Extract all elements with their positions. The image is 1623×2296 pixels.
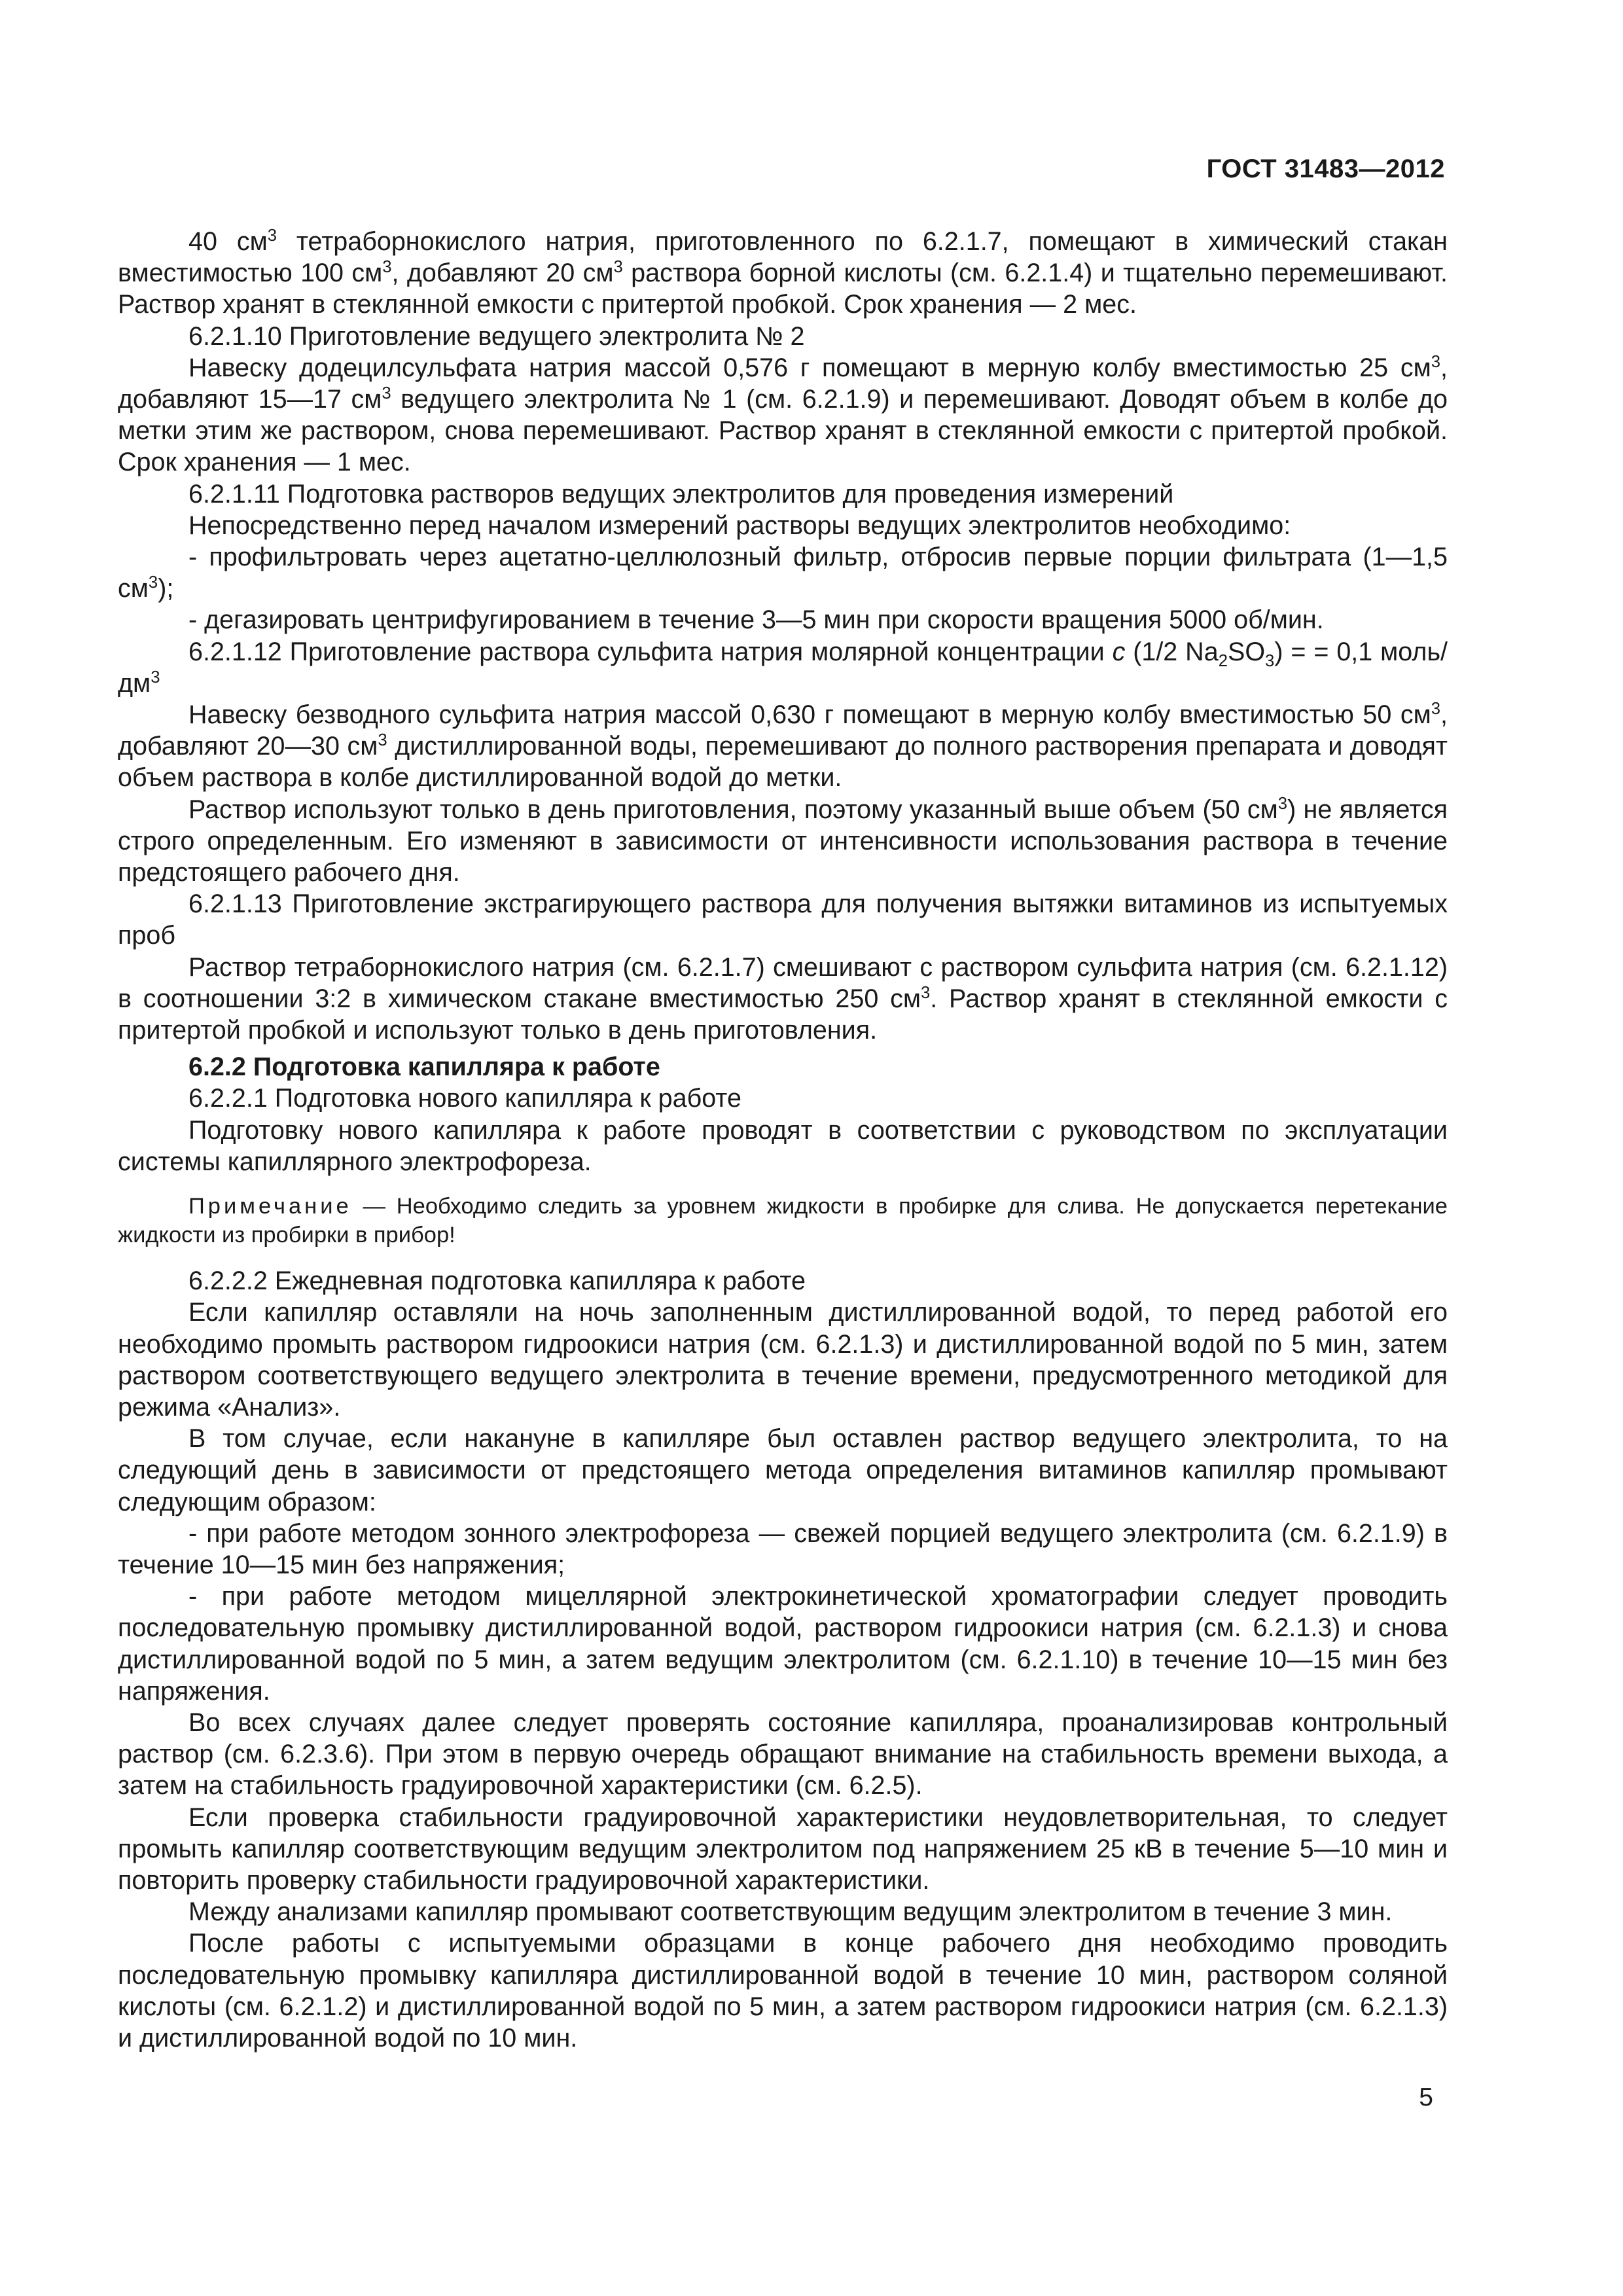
text-paragraph xyxy=(118,1707,1448,1802)
text-run: 3 xyxy=(613,258,623,277)
text-run: ); xyxy=(158,574,174,603)
text-run: (1/2 Na xyxy=(1125,637,1219,666)
text-run: 3 xyxy=(148,573,158,592)
page-number: 5 xyxy=(1419,2083,1433,2111)
text-run: . Раствор хранят в стеклянной емкости с притертой пробкой и используют только в день приготовления. xyxy=(118,984,1448,1045)
text-run: 3 xyxy=(382,384,391,403)
text-run: - при работе методом мицеллярной электрокинетической хроматографии следует проводить последовательную промывку дистиллированной водой, раствором гидроокиси натрия (см. 6.2.1.3) и снова дистиллированной водой по 5 мин, а затем ведущим электролитом (см. 6.2.1.10) в течение 10—15 мин без напряжения. xyxy=(118,1582,1448,1706)
text-paragraph xyxy=(118,1928,1448,2054)
document-body xyxy=(118,226,1448,2054)
text-run: - профильтровать через ацетатно-целлюлозный фильтр, отбросив первые порции фильтрата (1—1,5 см xyxy=(118,543,1448,603)
text-run: , добавляют 15—17 см xyxy=(118,353,1448,414)
text-paragraph xyxy=(118,699,1448,794)
text-run: с xyxy=(1112,637,1126,666)
text-run: Примечание xyxy=(188,1194,352,1219)
text-run: Если капилляр оставляли на ночь заполненным дистиллированной водой, то перед работой его необходимо промыть раствором гидроокиси натрия (см. 6.2.1.3) и дистиллированной водой по 5 мин, затем раствором соответствующего ведущего электролита в течение времени, предусмотренного методикой для режима «Анализ». xyxy=(118,1298,1448,1422)
text-run: - дегазировать центрифугированием в течение 3—5 мин при скорости вращения 5000 об/мин. xyxy=(188,605,1324,635)
note-paragraph xyxy=(118,1192,1448,1249)
text-run: 6.2.2.1 Подготовка нового капилляра к работе xyxy=(188,1084,741,1113)
text-paragraph xyxy=(118,1802,1448,1897)
text-run: 3 xyxy=(151,668,160,687)
document-header: ГОСТ 31483—2012 xyxy=(1206,154,1445,183)
text-paragraph xyxy=(118,226,1448,321)
text-paragraph xyxy=(118,510,1448,541)
text-run: — Необходимо следить за уровнем жидкости в пробирке для слива. Не допускается перетекание жидкости из пробирки в прибор! xyxy=(118,1194,1448,1248)
text-run: SO xyxy=(1227,637,1266,666)
text-run: тетраборнокислого натрия, приготовленного по 6.2.1.7, помещают в химический стакан вместимостью 100 см xyxy=(118,227,1448,288)
text-paragraph xyxy=(118,321,1448,352)
text-run: дистиллированной воды, перемешивают до полного растворения препарата и доводят объем раствора в колбе дистиллированной водой до метки. xyxy=(118,732,1448,793)
text-paragraph xyxy=(118,794,1448,889)
text-run: 6.2.1.13 Приготовление экстрагирующего раствора для получения вытяжки витаминов из испытуемых проб xyxy=(118,889,1448,950)
text-run: 40 см xyxy=(188,227,268,256)
text-run: ) не является строго определенным. Его изменяют в зависимости от интенсивности использования раствора в течение предстоящего рабочего дня. xyxy=(118,795,1448,888)
text-run: 3 xyxy=(382,258,392,277)
text-paragraph xyxy=(118,1115,1448,1177)
text-run: Навеску безводного сульфита натрия массой 0,630 г помещают в мерную колбу вместимостью 50 см xyxy=(188,700,1431,730)
text-paragraph xyxy=(118,952,1448,1047)
text-run: Подготовку нового капилляра к работе проводят в соответствии с руководством по эксплуатации системы капиллярного электрофореза. xyxy=(118,1115,1448,1176)
text-paragraph xyxy=(118,604,1448,636)
text-run: ведущего электролита № 1 (см. 6.2.1.9) и перемешивают. Доводят объем в колбе до метки этим же раствором, снова перемешивают. Раствор хранят в стеклянной емкости с притертой пробкой. Срок хранения — 1 мес. xyxy=(118,385,1448,477)
text-run: 3 xyxy=(1277,794,1288,813)
text-run: , добавляют 20 см xyxy=(391,259,614,288)
text-paragraph xyxy=(118,888,1448,951)
text-run: Раствор тетраборнокислого натрия (см. 6.2.1.7) смешивают с раствором сульфита натрия (см. 6.2.1.12) в соотношении 3:2 в химическом стакане вместимостью 250 см xyxy=(118,952,1448,1013)
text-paragraph xyxy=(118,1265,1448,1297)
text-run: Навеску додецилсульфата натрия массой 0,576 г помещают в мерную колбу вместимостью 25 см xyxy=(188,353,1431,382)
text-run: 6.2.1.12 Приготовление раствора сульфита натрия молярной концентрации xyxy=(188,637,1113,666)
text-paragraph xyxy=(118,1518,1448,1581)
text-paragraph xyxy=(118,352,1448,478)
text-run: 6.2.1.10 Приготовление ведущего электролита № 2 xyxy=(188,321,805,351)
text-run: 3 xyxy=(1431,352,1441,371)
text-run: 3 xyxy=(1431,699,1441,718)
text-paragraph xyxy=(118,1581,1448,1707)
text-run: Если проверка стабильности градуировочной характеристики неудовлетворительная, то следует промыть капилляр соответствующим ведущим электролитом под напряжением 25 кВ в течение 5—10 мин и повторить проверку стабильности градуировочной характеристики. xyxy=(118,1803,1448,1895)
text-run: 6.2.1.11 Подготовка растворов ведущих электролитов для проведения измерений xyxy=(188,479,1174,509)
text-run: После работы с испытуемыми образцами в конце рабочего дня необходимо проводить последовательную промывку капилляра дистиллированной водой в течение 10 мин, раствором соляной кислоты (см. 6.2.1.2) и дистиллированной водой по 5 мин, а затем раствором гидроокиси натрия (см. 6.2.1.3) и дистиллированной водой по 10 мин. xyxy=(118,1929,1448,2053)
text-paragraph xyxy=(118,478,1448,510)
text-run: Раствор используют только в день приготовления, поэтому указанный выше объем (50 см xyxy=(188,795,1278,824)
text-run: 6.2.2.2 Ежедневная подготовка капилляра к работе xyxy=(188,1266,806,1296)
text-paragraph xyxy=(118,1896,1448,1928)
text-paragraph xyxy=(118,541,1448,604)
text-run: 3 xyxy=(921,983,931,1002)
text-run: В том случае, если накануне в капилляре был оставлен раствор ведущего электролита, то на следующий день в зависимости от предстоящего метода определения витаминов капилляр промывают следующим образом: xyxy=(118,1424,1448,1516)
text-run: , добавляют 20—30 см xyxy=(118,700,1448,761)
text-run: 3 xyxy=(378,731,387,750)
text-run: 3 xyxy=(267,226,277,245)
text-run: Непосредственно перед началом измерений растворы ведущих электролитов необходимо: xyxy=(188,511,1291,540)
text-run: ) = = 0,1 моль/дм xyxy=(118,637,1448,698)
text-paragraph xyxy=(118,1297,1448,1423)
section-heading xyxy=(118,1051,1448,1083)
text-paragraph xyxy=(118,636,1448,699)
text-run: Во всех случаях далее следует проверять состояние капилляра, проанализировав контрольный раствор (см. 6.2.3.6). При этом в первую очередь обращают внимание на стабильность времени выхода, а затем на стабильность градуировочной характеристики (см. 6.2.5). xyxy=(118,1708,1448,1801)
text-paragraph xyxy=(118,1423,1448,1518)
text-run: Между анализами капилляр промывают соответствующим ведущим электролитом в течение 3 мин. xyxy=(188,1897,1393,1927)
text-run: раствора борной кислоты (см. 6.2.1.4) и тщательно перемешивают. Раствор хранят в стеклянной емкости с притертой пробкой. Срок хранения — 2 мес. xyxy=(118,259,1448,319)
text-run: 2 xyxy=(1218,651,1228,670)
text-run: - при работе методом зонного электрофореза — свежей порцией ведущего электролита (см. 6.2.1.9) в течение 10—15 мин без напряжения; xyxy=(118,1518,1448,1579)
text-run: 3 xyxy=(1265,651,1275,670)
text-paragraph xyxy=(118,1083,1448,1114)
text-run: 6.2.2 Подготовка капилляра к работе xyxy=(188,1052,660,1082)
